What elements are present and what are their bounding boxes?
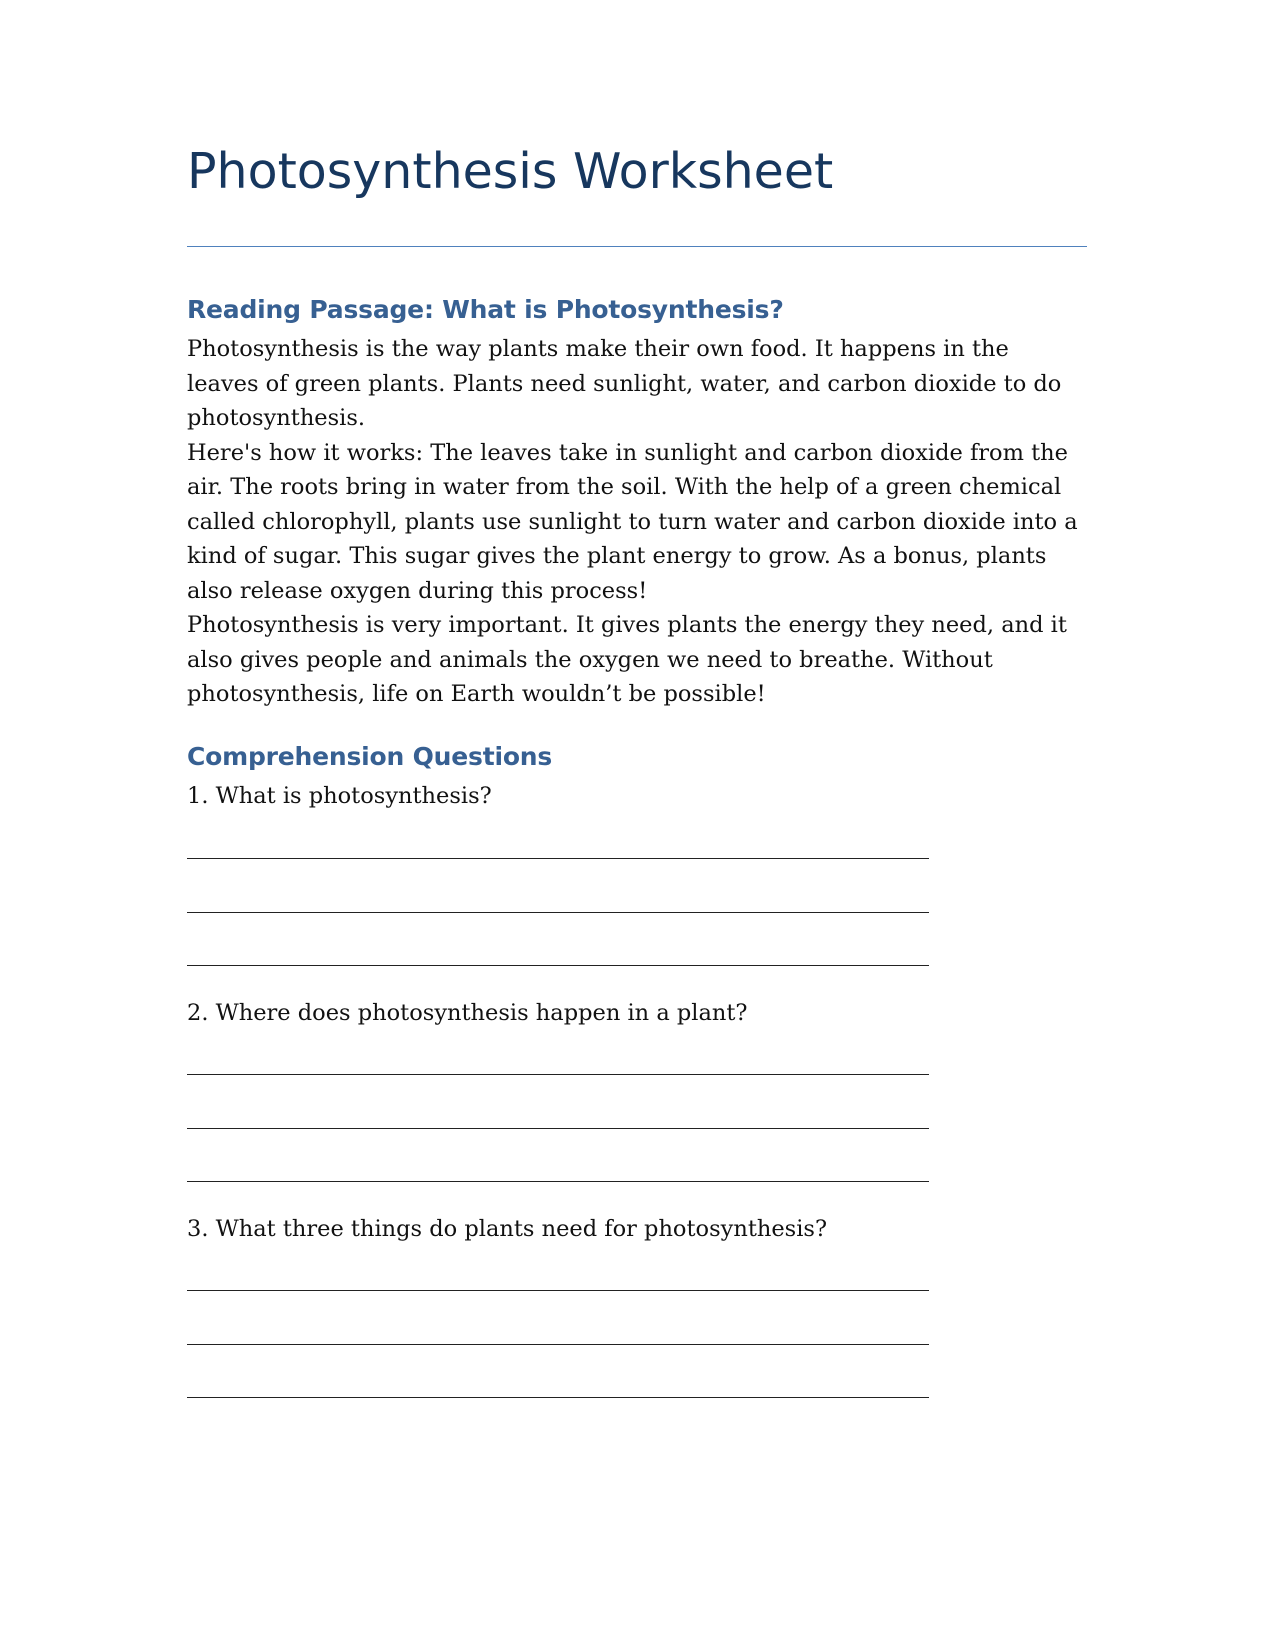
question-1: 1. What is photosynthesis? (187, 783, 492, 809)
answer-line-q1-3[interactable] (187, 965, 929, 966)
answer-line-q2-2[interactable] (187, 1128, 929, 1129)
comprehension-questions-heading: Comprehension Questions (187, 742, 553, 771)
answer-line-q3-3[interactable] (187, 1397, 929, 1398)
title-divider (187, 246, 1087, 247)
passage-paragraph: Here's how it works: The leaves take in sunlight and carbon dioxide from the air. The roots bring in water from the soil. With the help of a green chemical called chlorophyll, plants use sunlight to turn water and carbon dioxide into a kind of sugar. This sugar gives the plant energy to grow. As a bonus, plants also release oxygen during this process! (187, 439, 1078, 604)
passage-paragraph: Photosynthesis is very important. It gives plants the energy they need, and it also gives people and animals the oxygen we need to breathe. Without photosynthesis, life on Earth wouldn’t be possible! (187, 612, 1067, 707)
answer-line-q1-1[interactable] (187, 858, 929, 859)
question-3: 3. What three things do plants need for photosynthesis? (187, 1216, 828, 1242)
page-title: Photosynthesis Worksheet (187, 143, 834, 200)
answer-line-q3-1[interactable] (187, 1290, 929, 1291)
passage-paragraph: Photosynthesis is the way plants make their own food. It happens in the leaves of green plants. Plants need sunlight, water, and carbon dioxide to do photosynthesis. (187, 336, 1062, 431)
answer-line-q2-1[interactable] (187, 1074, 929, 1075)
question-2: 2. Where does photosynthesis happen in a plant? (187, 1000, 748, 1026)
answer-line-q3-2[interactable] (187, 1344, 929, 1345)
reading-passage-heading: Reading Passage: What is Photosynthesis? (187, 295, 784, 324)
answer-line-q2-3[interactable] (187, 1181, 929, 1182)
answer-line-q1-2[interactable] (187, 912, 929, 913)
reading-passage (187, 332, 1087, 712)
